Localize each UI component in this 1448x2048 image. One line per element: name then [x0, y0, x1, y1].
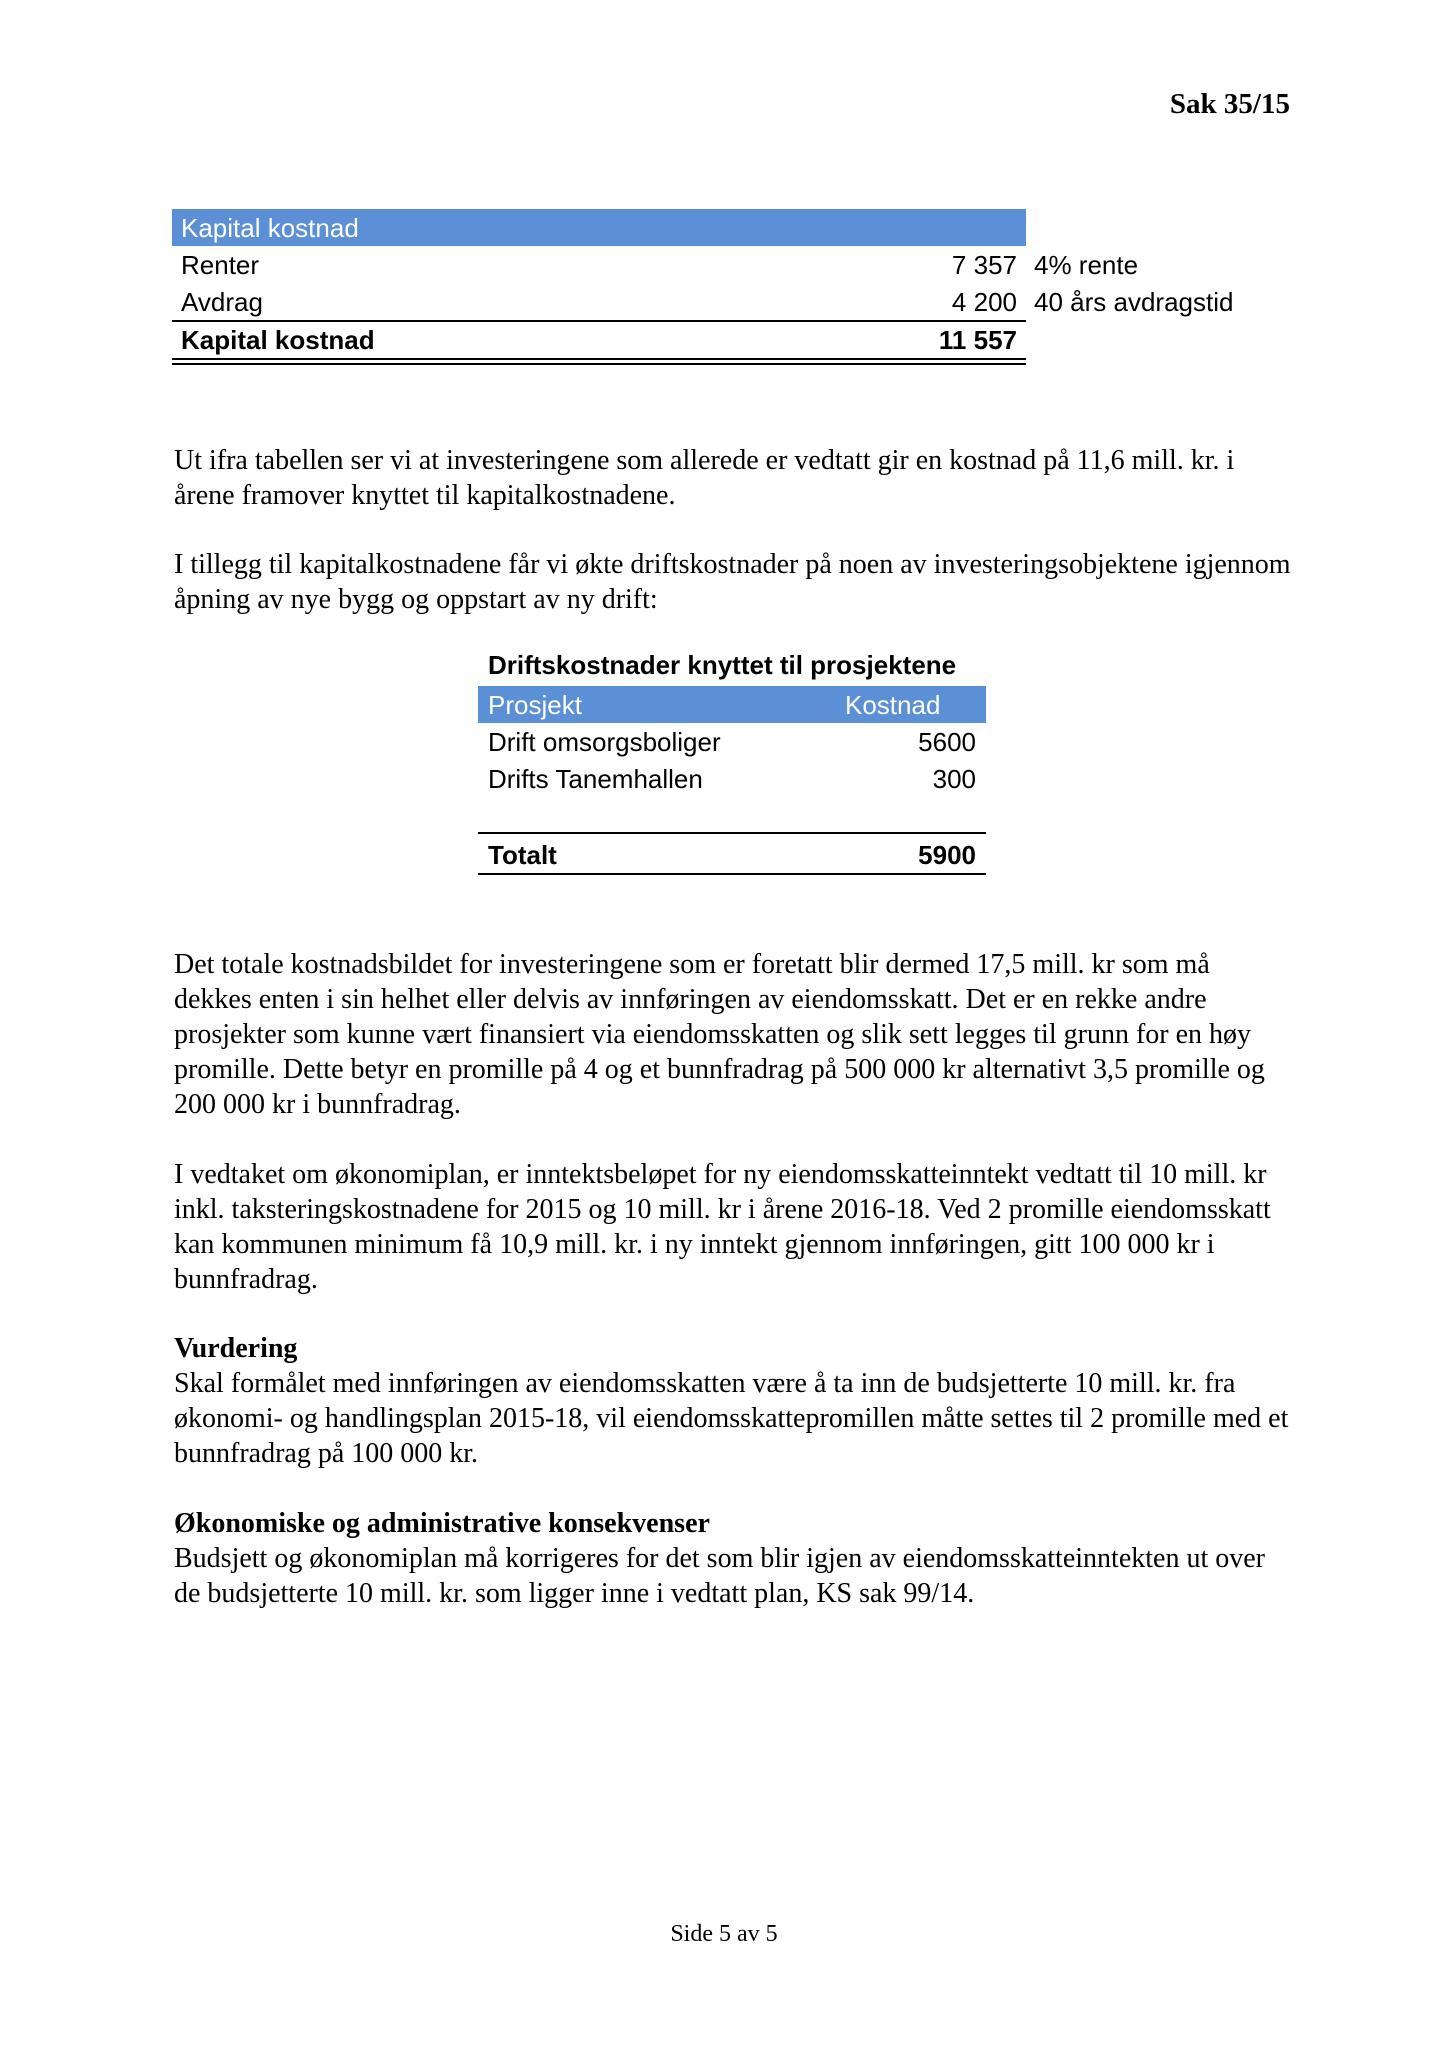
- row-note: 4% rente: [1034, 250, 1139, 280]
- row-cost: 300: [932, 764, 976, 794]
- capital-table-header: [172, 209, 1026, 246]
- total-label: Totalt: [488, 840, 557, 870]
- table-header: [478, 686, 986, 723]
- paragraph-text: Det totale kostnadsbildet for investeringene som er foretatt blir dermed 17,5 mill. kr som må dekkes enten i sin helhet eller delvis av innføringen av eiendomsskatt. Det er en rekke andre prosjekter som kunne vært finansiert via eiendomsskatten og slik sett legges til grunn for en høy promille. Dette betyr en promille på 4 og et bunnfradrag på 500 000 kr alternativt 3,5 promille og 200 000 kr i bunnfradrag.: [174, 949, 1265, 1120]
- paragraph-text: Ut ifra tabellen ser vi at investeringene som allerede er vedtatt gir en kostnad på 11,6 mill. kr. i årene framover knyttet til kapitalkostnadene.: [174, 445, 1235, 511]
- total-label: Kapital kostnad: [181, 325, 375, 355]
- row-cost: 5600: [918, 727, 976, 757]
- paragraph: [174, 547, 1294, 617]
- case-reference: Sak 35/15: [1169, 88, 1290, 120]
- row-label: Avdrag: [181, 287, 263, 317]
- page-footer: Side 5 av 5: [670, 1921, 778, 1947]
- column-header: Kostnad: [845, 690, 941, 720]
- section-konsekvenser: [174, 1506, 1294, 1611]
- section-heading: Økonomiske og administrative konsekvenser: [174, 1508, 710, 1539]
- row-label: Renter: [181, 250, 260, 280]
- row-project: Drifts Tanemhallen: [488, 764, 703, 794]
- paragraph: [174, 443, 1294, 513]
- table-double-rule: [172, 358, 1026, 365]
- section-text: Skal formålet med innføringen av eiendomsskatten være å ta inn de budsjetterte 10 mill. kr. fra økonomi- og handlingsplan 2015-18, vil eiendomsskattepromillen måtte settes til 2 promille med et bunnfradrag på 100 000 kr.: [174, 1368, 1289, 1469]
- paragraph: [174, 947, 1294, 1122]
- row-value: 7 357: [951, 250, 1017, 280]
- table-divider: [478, 832, 986, 834]
- row-project: Drift omsorgsboliger: [488, 727, 721, 757]
- section-heading: Vurdering: [174, 1333, 298, 1364]
- table-title: Driftskostnader knyttet til prosjektene: [488, 650, 957, 680]
- table-total-row: [478, 836, 986, 873]
- paragraph: [174, 1157, 1294, 1297]
- table-row: [172, 246, 1238, 283]
- table-bottom-rule: [478, 873, 986, 875]
- row-value: 4 200: [951, 287, 1017, 317]
- capital-table-header-label: Kapital kostnad: [181, 213, 359, 243]
- total-value: 11 557: [938, 325, 1017, 355]
- column-header: Prosjekt: [488, 690, 582, 720]
- section-vurdering: [174, 1331, 1294, 1471]
- total-value: 5900: [918, 840, 976, 870]
- table-row: [172, 283, 1238, 320]
- row-note: 40 års avdragstid: [1034, 287, 1234, 317]
- table-row: [478, 723, 986, 760]
- table-row: [478, 760, 986, 797]
- section-text: Budsjett og økonomiplan må korrigeres for det som blir igjen av eiendomsskatteinntekten ut over de budsjetterte 10 mill. kr. som ligger inne i vedtatt plan, KS sak 99/14.: [174, 1543, 1265, 1609]
- paragraph-text: I vedtaket om økonomiplan, er inntektsbeløpet for ny eiendomsskatteinntekt vedtatt til 10 mill. kr inkl. taksteringskostnadene for 2015 og 10 mill. kr i årene 2016-18. Ved 2 promille eiendomsskatt kan kommunen minimum få 10,9 mill. kr. i ny inntekt gjennom innføringen, gitt 100 000 kr i bunnfradrag.: [174, 1159, 1271, 1295]
- table-total-row: [172, 321, 1238, 358]
- paragraph-text: I tillegg til kapitalkostnadene får vi økte driftskostnader på noen av investeringsobjektene igjennom åpning av nye bygg og oppstart av ny drift:: [174, 549, 1291, 615]
